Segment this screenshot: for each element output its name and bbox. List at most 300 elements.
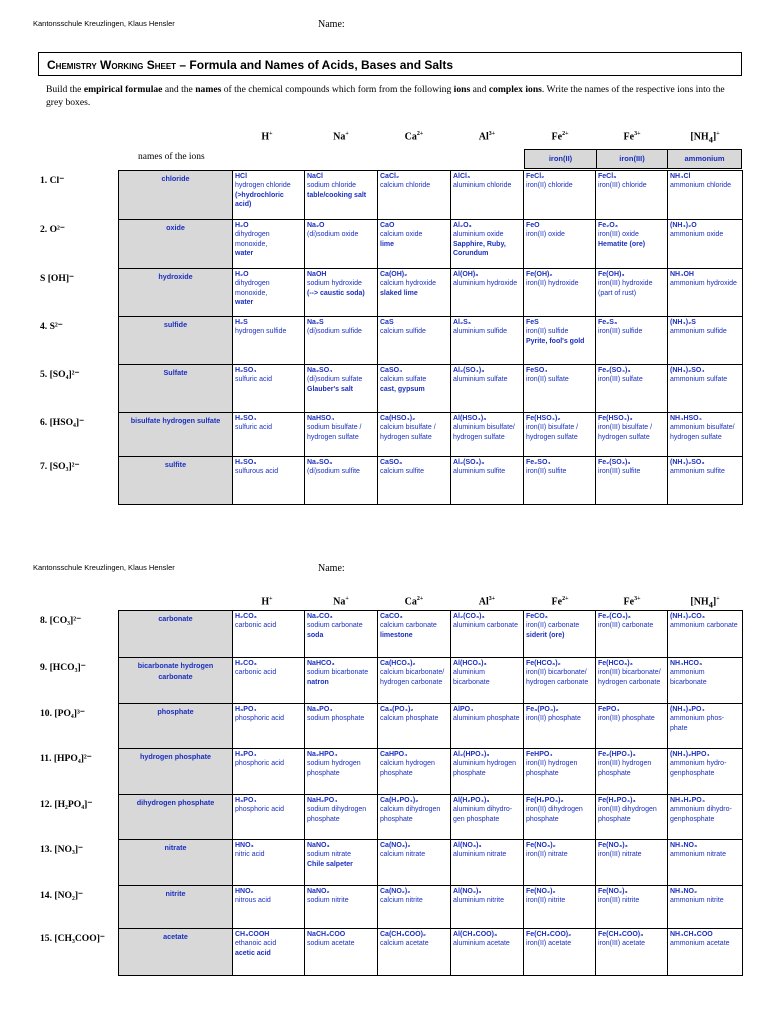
compound-name: hydrogen chloride xyxy=(235,182,291,190)
compound-cell xyxy=(451,457,524,505)
formula: NH₄CH₃COO xyxy=(670,931,713,938)
ion-name-cell: bisulfate hydrogen sulfate xyxy=(119,413,233,457)
formula: Na₂CO₃ xyxy=(307,613,333,620)
anion-label: S [OH]⁻ xyxy=(40,273,75,284)
formula: Fe(NO₂)₂ xyxy=(526,888,556,895)
compound-name: calcium hydroxide xyxy=(380,280,437,288)
formula: Al₂O₃ xyxy=(453,222,472,229)
compound-name: iron(II) bisulfate / hydrogen sulfate xyxy=(526,424,579,441)
compound-cell xyxy=(305,658,378,704)
formula: Ca₃(PO₄)₂ xyxy=(380,706,414,713)
metal-name-iron-iii: iron(III) xyxy=(596,149,668,169)
compound-name: aluminium bicarbonate xyxy=(453,669,490,686)
compound-name: aluminium phosphate xyxy=(453,715,520,723)
compound-cell xyxy=(596,658,668,704)
compound-name: hydrogen sulfide xyxy=(235,328,287,336)
cation-base: [NH xyxy=(690,131,709,143)
cation-base: H xyxy=(261,131,270,143)
compound-name: iron(II) hydroxide xyxy=(526,280,579,288)
compound-cell xyxy=(668,704,743,749)
formula: Na₂HPO₄ xyxy=(307,751,338,758)
formula: Fe(NO₃)₂ xyxy=(526,842,556,849)
compound-name: aluminium oxide xyxy=(453,231,504,239)
formula: CaHPO₄ xyxy=(380,751,408,758)
compound-cell xyxy=(305,795,378,840)
formula: H₂SO₄ xyxy=(235,415,257,422)
compound-cell xyxy=(451,365,524,413)
formula: FeCl₂ xyxy=(526,173,545,180)
compound-cell xyxy=(305,269,378,317)
compound-name: sulfuric acid xyxy=(235,424,272,432)
compound-name: sodium hydroxide xyxy=(307,280,362,288)
compound-name: sodium carbonate xyxy=(307,622,363,630)
compound-cell xyxy=(596,886,668,929)
compound-name: sodium hydrogen phosphate xyxy=(307,760,361,777)
compound-name: iron(II) bicarbonate/ hydrogen carbonate xyxy=(526,669,589,686)
compound-cell xyxy=(451,220,524,269)
table-row xyxy=(119,611,743,658)
compound-name: calcium phosphate xyxy=(380,715,439,723)
intro-bold-formulae: empirical formulae xyxy=(83,84,163,95)
compound-cell xyxy=(233,269,305,317)
cation-header-bottom-5 xyxy=(612,596,652,607)
compound-name: ammonium nitrate xyxy=(670,851,727,859)
formula: H₂SO₃ xyxy=(235,459,257,466)
compound-name: sodium nitrite xyxy=(307,897,349,905)
compound-name: calcium bicarbonate/ hydrogen carbonate xyxy=(380,669,445,686)
formula: (NH₄)₂O xyxy=(670,222,697,229)
cation-base: Na xyxy=(333,596,346,608)
compound-cell xyxy=(233,457,305,505)
compound-cell xyxy=(668,220,743,269)
compound-cell xyxy=(305,220,378,269)
formula: (NH₄)₂SO₃ xyxy=(670,459,705,466)
compound-name: iron(III) sulfate xyxy=(598,376,643,384)
formula: Al(OH)₃ xyxy=(453,271,479,278)
compound-cell xyxy=(596,269,668,317)
formula: Al(NO₂)₃ xyxy=(453,888,482,895)
compound-name: carbonic acid xyxy=(235,669,277,677)
cation-header-bottom-0 xyxy=(247,596,287,607)
compound-name: sodium nitrate xyxy=(307,851,351,859)
compound-name: (di)sodium sulfite xyxy=(307,468,360,476)
cation-charge: 2+ xyxy=(562,596,569,602)
common-name: siderit (ore) xyxy=(526,631,565,639)
compound-cell xyxy=(451,269,524,317)
cation-charge: 2+ xyxy=(416,596,424,602)
table-row xyxy=(119,269,743,317)
compound-table-top xyxy=(118,170,743,505)
anion-label: 7. [SO₃]²⁻ xyxy=(40,461,80,472)
anion-label: 1. Cl⁻ xyxy=(40,175,65,186)
formula: FePO₄ xyxy=(598,706,620,713)
compound-cell xyxy=(524,795,596,840)
compound-cell xyxy=(378,269,451,317)
formula: NH₄NO₃ xyxy=(670,842,698,849)
compound-name: sodium bicarbonate xyxy=(307,669,369,677)
cation-charge: + xyxy=(269,131,273,137)
formula: Fe(H₂PO₄)₃ xyxy=(598,797,636,804)
ion-name-cell: sulfite xyxy=(119,457,233,505)
compound-cell xyxy=(378,317,451,365)
anion-label: 9. [HCO₃]⁻ xyxy=(40,662,86,673)
intro-text-2: and the xyxy=(162,84,196,95)
compound-name: dihydrogen monoxide, xyxy=(235,280,270,297)
cation-base: Al xyxy=(478,596,489,608)
cation-charge: 3+ xyxy=(488,131,496,137)
compound-name: iron(III) hydrogen phosphate xyxy=(598,760,652,777)
formula: Al(HCO₃)₃ xyxy=(453,660,487,667)
formula: H₃PO₄ xyxy=(235,797,257,804)
compound-name: iron(II) oxide xyxy=(526,231,565,239)
compound-cell xyxy=(668,611,743,658)
formula: NH₄HSO₄ xyxy=(670,415,702,422)
formula: Al(NO₃)₃ xyxy=(453,842,482,849)
cation-header-bottom-6 xyxy=(685,596,725,609)
formula: NH₄H₂PO₄ xyxy=(670,797,706,804)
compound-name: calcium hydrogen phosphate xyxy=(380,760,435,777)
compound-name: ammonium nitrite xyxy=(670,897,724,905)
compound-name: calcium nitrate xyxy=(380,851,426,859)
title-rest: Formula and Names of Acids, Bases and Salts xyxy=(189,58,454,72)
compound-name: sulfurous acid xyxy=(235,468,279,476)
formula: AlCl₃ xyxy=(453,173,471,180)
cation-base: Al xyxy=(478,131,489,143)
compound-name: iron(II) phosphate xyxy=(526,715,581,723)
compound-name: aluminium nitrate xyxy=(453,851,507,859)
compound-name: iron(III) sulfite xyxy=(598,468,641,476)
anion-label: 2. O²⁻ xyxy=(40,224,65,235)
compound-name: calcium bisulfate / hydrogen sulfate xyxy=(380,424,436,441)
compound-name: iron(II) nitrite xyxy=(526,897,566,905)
compound-name: iron(II) sulfate xyxy=(526,376,569,384)
compound-cell xyxy=(451,317,524,365)
compound-name: iron(III) dihydrogen phosphate xyxy=(598,806,657,823)
cation-header-top-4 xyxy=(540,131,580,142)
compound-cell xyxy=(378,929,451,976)
compound-name: aluminium hydroxide xyxy=(453,280,518,288)
compound-cell xyxy=(668,795,743,840)
compound-name: aluminium nitrite xyxy=(453,897,504,905)
table-row xyxy=(119,886,743,929)
compound-name: ammonium oxide xyxy=(670,231,724,239)
compound-cell xyxy=(596,413,668,457)
compound-cell xyxy=(378,886,451,929)
compound-cell xyxy=(668,317,743,365)
table-row xyxy=(119,704,743,749)
compound-name: sodium chloride xyxy=(307,182,357,190)
formula: Fe(HCO₃)₂ xyxy=(526,660,561,667)
compound-cell xyxy=(233,840,305,886)
ion-name-cell: chloride xyxy=(119,171,233,220)
formula: NH₄Cl xyxy=(670,173,691,180)
formula: H₃PO₄ xyxy=(235,751,257,758)
formula: Ca(OH)₂ xyxy=(380,271,408,278)
formula: FeS xyxy=(526,319,539,326)
formula: Fe(NO₂)₃ xyxy=(598,888,628,895)
formula: Al₂(SO₃)₃ xyxy=(453,459,485,466)
table-row xyxy=(119,220,743,269)
formula: FeCl₃ xyxy=(598,173,617,180)
compound-name: iron(III) nitrite xyxy=(598,897,640,905)
cation-charge: 2+ xyxy=(416,131,424,137)
compound-name: sodium dihydrogen phosphate xyxy=(307,806,367,823)
cation-charge: + xyxy=(345,596,349,602)
formula: Fe(HSO₄)₃ xyxy=(598,415,633,422)
compound-cell xyxy=(378,171,451,220)
cation-header-top-3 xyxy=(467,131,507,142)
formula: (NH₄)₃PO₄ xyxy=(670,706,705,713)
compound-cell xyxy=(305,749,378,795)
anion-label: 14. [NO₂]⁻ xyxy=(40,890,84,901)
compound-cell xyxy=(378,749,451,795)
cation-header-bottom-4 xyxy=(540,596,580,607)
intro-paragraph xyxy=(46,84,736,109)
formula: NH₄OH xyxy=(670,271,694,278)
formula: Ca(NO₃)₂ xyxy=(380,842,411,849)
anion-label: 4. S²⁻ xyxy=(40,321,63,332)
table-row xyxy=(119,658,743,704)
compound-name: (di)sodium sulfide xyxy=(307,328,362,336)
formula: NaH₂PO₄ xyxy=(307,797,338,804)
compound-name: ammonium sulfate xyxy=(670,376,728,384)
compound-name: aluminium carbonate xyxy=(453,622,518,630)
common-name: water xyxy=(235,299,254,307)
compound-cell xyxy=(524,457,596,505)
formula: Ca(CH₃COO)₂ xyxy=(380,931,427,938)
compound-cell xyxy=(524,317,596,365)
formula: Na₃PO₄ xyxy=(307,706,333,713)
compound-cell xyxy=(233,220,305,269)
formula: CH₃COOH xyxy=(235,931,270,938)
formula: Fe(NO₃)₃ xyxy=(598,842,628,849)
compound-cell xyxy=(233,171,305,220)
compound-cell xyxy=(524,929,596,976)
compound-cell xyxy=(596,749,668,795)
compound-name: sulfuric acid xyxy=(235,376,272,384)
formula: Ca(HSO₄)₂ xyxy=(380,415,416,422)
common-name: Sapphire, Ruby, Corundum xyxy=(453,240,506,258)
compound-cell xyxy=(524,611,596,658)
anion-label: 5. [SO₄]²⁻ xyxy=(40,369,80,380)
compound-name: iron(III) bisulfate / hydrogen sulfate xyxy=(598,424,653,441)
anion-label: 8. [CO₃]²⁻ xyxy=(40,615,82,626)
table-row xyxy=(119,457,743,505)
anion-label: 12. [H₂PO₄]⁻ xyxy=(40,799,93,810)
compound-cell xyxy=(305,457,378,505)
common-name: soda xyxy=(307,631,324,639)
compound-cell xyxy=(305,317,378,365)
compound-name: ethanoic acid xyxy=(235,940,277,948)
formula: Al₂(CO₃)₃ xyxy=(453,613,485,620)
compound-name: phosphoric acid xyxy=(235,806,285,814)
compound-cell xyxy=(305,413,378,457)
compound-cell xyxy=(524,413,596,457)
formula: Fe(H₂PO₄)₂ xyxy=(526,797,564,804)
compound-cell xyxy=(668,840,743,886)
compound-name: iron(II) dihydrogen phosphate xyxy=(526,806,583,823)
title-dash: – xyxy=(179,58,187,72)
formula: FeHPO₄ xyxy=(526,751,553,758)
cation-close: ] xyxy=(712,131,717,143)
compound-name: dihydrogen monoxide, xyxy=(235,231,270,248)
compound-name: ammonium sulfite xyxy=(670,468,725,476)
formula: H₂O xyxy=(235,271,249,278)
common-name: (--> caustic soda) xyxy=(307,289,365,297)
compound-cell xyxy=(378,365,451,413)
formula: (NH₄)₂CO₃ xyxy=(670,613,705,620)
compound-name: ammonium acetate xyxy=(670,940,730,948)
intro-bold-names: names xyxy=(195,84,222,95)
compound-cell xyxy=(524,704,596,749)
formula: Al₂S₃ xyxy=(453,319,472,326)
cation-header-top-6 xyxy=(685,131,725,144)
cation-base: Fe xyxy=(551,596,563,608)
compound-name: aluminium chloride xyxy=(453,182,512,190)
compound-name: calcium chloride xyxy=(380,182,431,190)
compound-cell xyxy=(378,413,451,457)
compound-name: iron(II) chloride xyxy=(526,182,573,190)
compound-cell xyxy=(668,269,743,317)
formula: NaCH₃COO xyxy=(307,931,346,938)
compound-cell xyxy=(524,220,596,269)
formula: NaOH xyxy=(307,271,327,278)
table-row xyxy=(119,317,743,365)
school-header: Kantonsschule Kreuzlingen, Klaus Hensler xyxy=(33,19,175,28)
compound-cell xyxy=(596,220,668,269)
cation-base: H xyxy=(261,596,270,608)
cation-base: Na xyxy=(333,131,346,143)
formula: Na₂O xyxy=(307,222,325,229)
anion-label: 11. [HPO₄]²⁻ xyxy=(40,753,92,764)
compound-cell xyxy=(305,929,378,976)
table-row xyxy=(119,929,743,976)
compound-cell xyxy=(524,171,596,220)
table-row xyxy=(119,840,743,886)
cation-base: Fe xyxy=(623,596,635,608)
compound-name: iron(II) sulfite xyxy=(526,468,567,476)
compound-cell xyxy=(305,365,378,413)
cation-base: Fe xyxy=(623,131,635,143)
compound-cell xyxy=(233,929,305,976)
formula: Fe₃(PO₄)₂ xyxy=(526,706,559,713)
anion-label: 6. [HSO₄]⁻ xyxy=(40,417,85,428)
compound-cell xyxy=(668,749,743,795)
formula: NaHSO₄ xyxy=(307,415,335,422)
compound-cell xyxy=(305,704,378,749)
compound-name: sodium bisulfate / hydrogen sulfate xyxy=(307,424,362,441)
table-row xyxy=(119,365,743,413)
cation-charge: + xyxy=(716,131,720,137)
compound-cell xyxy=(668,413,743,457)
formula: Ca(HCO₃)₂ xyxy=(380,660,416,667)
common-name: lime xyxy=(380,240,395,248)
compound-cell xyxy=(668,886,743,929)
anion-label: 10. [PO₄]³⁻ xyxy=(40,708,85,719)
compound-name: ammonium dihydro-genphosphate xyxy=(670,806,732,823)
intro-text-4: and xyxy=(470,84,489,95)
compound-name: ammonium sulfide xyxy=(670,328,727,336)
compound-cell xyxy=(451,929,524,976)
ion-name-cell: nitrate xyxy=(119,840,233,886)
compound-cell xyxy=(305,840,378,886)
formula: HNO₃ xyxy=(235,842,254,849)
compound-name: iron(III) carbonate xyxy=(598,622,654,630)
compound-cell xyxy=(668,171,743,220)
compound-cell xyxy=(233,658,305,704)
compound-name: aluminium bisulfate/ hydrogen sulfate xyxy=(453,424,515,441)
formula: Fe₂S₃ xyxy=(598,319,618,326)
school-header-2: Kantonsschule Kreuzlingen, Klaus Hensler xyxy=(33,563,175,572)
compound-cell xyxy=(451,795,524,840)
cation-sub: 4 xyxy=(708,600,713,610)
compound-name: iron(III) oxide xyxy=(598,231,639,239)
compound-cell xyxy=(305,886,378,929)
name-label: Name: xyxy=(318,19,345,30)
compound-name: calcium nitrite xyxy=(380,897,423,905)
compound-name: iron(II) hydrogen phosphate xyxy=(526,760,578,777)
cation-charge: + xyxy=(269,596,273,602)
formula: Al₂(SO₄)₃ xyxy=(453,367,485,374)
compound-cell xyxy=(233,413,305,457)
formula: CaCO₃ xyxy=(380,613,403,620)
compound-cell xyxy=(668,929,743,976)
compound-name: iron(III) phosphate xyxy=(598,715,655,723)
formula: (NH₄)₂HPO₄ xyxy=(670,751,710,758)
compound-cell xyxy=(378,220,451,269)
formula: Fe(OH)₂ xyxy=(526,271,553,278)
compound-name: ammonium phos-phate xyxy=(670,715,725,732)
formula: FeSO₄ xyxy=(526,367,548,374)
name-label-2: Name: xyxy=(318,563,345,574)
formula: Al(HSO₄)₃ xyxy=(453,415,487,422)
table-row xyxy=(119,749,743,795)
formula: Fe₂(CO₃)₃ xyxy=(598,613,631,620)
common-name: slaked lime xyxy=(380,289,418,297)
formula: Na₂SO₄ xyxy=(307,367,333,374)
compound-cell xyxy=(451,749,524,795)
compound-name: ammonium hydroxide xyxy=(670,280,737,288)
compound-cell xyxy=(451,886,524,929)
anion-label: 15. [CH₃COO]⁻ xyxy=(40,933,105,944)
formula: Fe₂(SO₃)₃ xyxy=(598,459,631,466)
formula: Al₂(HPO₄)₃ xyxy=(453,751,490,758)
compound-name: aluminium sulfide xyxy=(453,328,508,336)
formula: H₂SO₄ xyxy=(235,367,257,374)
formula: Na₂SO₃ xyxy=(307,459,333,466)
formula: Fe(CH₃COO)₂ xyxy=(526,931,572,938)
compound-cell xyxy=(668,457,743,505)
compound-cell xyxy=(596,171,668,220)
title-box xyxy=(38,52,742,76)
intro-bold-complex-ions: complex ions xyxy=(488,84,542,95)
ion-name-cell: oxide xyxy=(119,220,233,269)
common-name: Chile salpeter xyxy=(307,860,353,868)
formula: Ca(H₂PO₄)₂ xyxy=(380,797,419,804)
formula: Fe₂(SO₄)₃ xyxy=(598,367,631,374)
cation-charge: 3+ xyxy=(488,596,496,602)
compound-name: sodium acetate xyxy=(307,940,355,948)
compound-cell xyxy=(596,611,668,658)
ion-name-cell: sulfide xyxy=(119,317,233,365)
compound-cell xyxy=(668,658,743,704)
compound-cell xyxy=(451,704,524,749)
cation-charge: + xyxy=(345,131,349,137)
formula: NH₄HCO₃ xyxy=(670,660,703,667)
compound-name: phosphoric acid xyxy=(235,760,285,768)
cation-charge: + xyxy=(716,596,720,602)
compound-name: calcium acetate xyxy=(380,940,429,948)
